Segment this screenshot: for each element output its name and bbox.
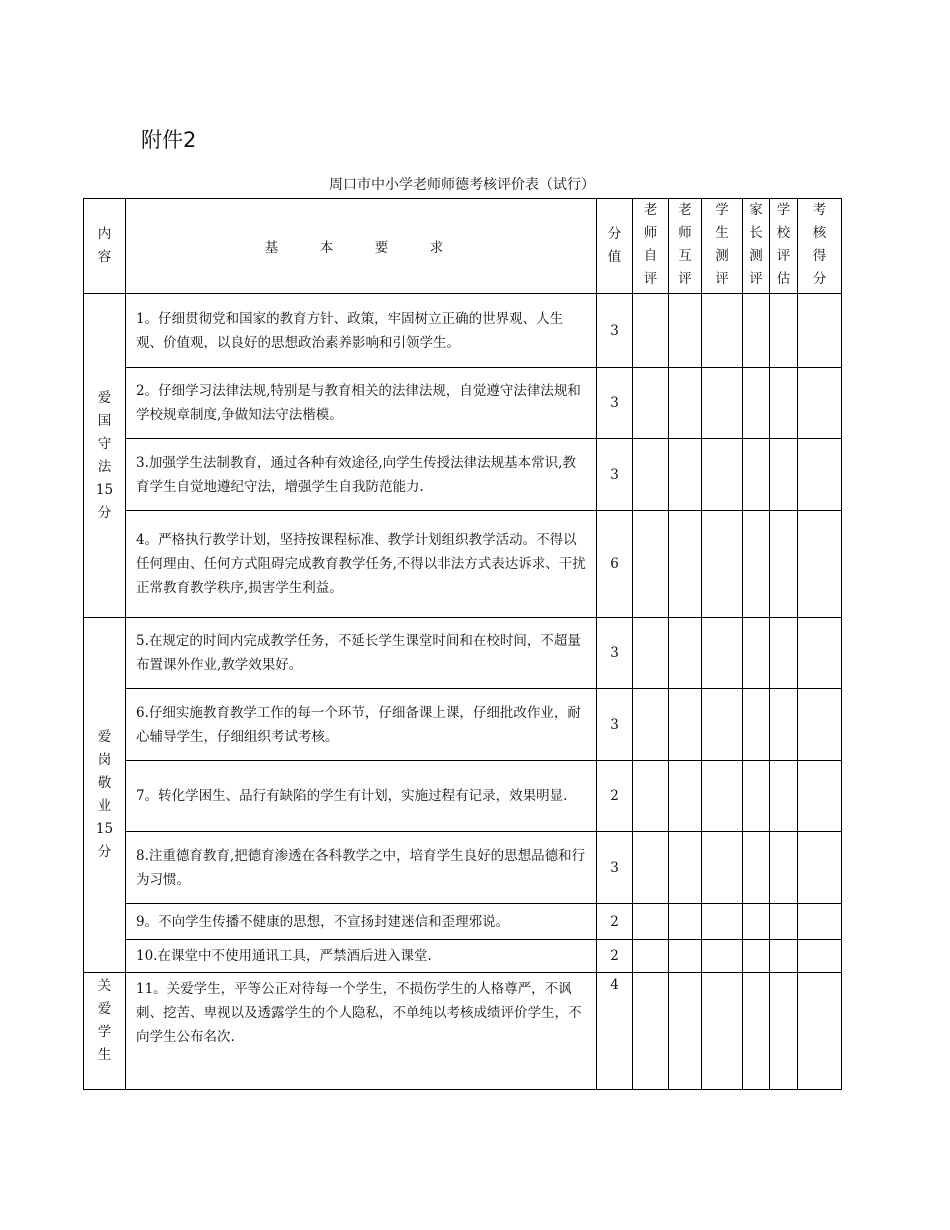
vertical-char: 分: [97, 504, 112, 521]
blank-student-cell[interactable]: [702, 832, 743, 904]
table-row: [84, 511, 842, 618]
blank-teacher-peer-cell[interactable]: [669, 511, 702, 618]
blank-school-cell[interactable]: [770, 689, 798, 761]
score-value: 4: [597, 973, 633, 1090]
header-teacher-self: [633, 199, 669, 294]
blank-teacher-self-cell[interactable]: [633, 439, 669, 511]
requirement-text: 6.仔细实施教育教学工作的每一个环节，仔细备课上课，仔细批改作业，耐心辅导学生，仔细组织考试考核。: [126, 689, 597, 761]
blank-final-cell[interactable]: [798, 294, 842, 368]
requirement-text: 7。转化学困生、品行有缺陷的学生有计划，实施过程有记录，效果明显.: [126, 761, 597, 832]
vertical-char: 自: [643, 248, 658, 264]
vertical-char: 校: [776, 225, 791, 241]
score-value: 3: [597, 832, 633, 904]
blank-final-cell[interactable]: [798, 940, 842, 973]
blank-final-cell[interactable]: [798, 832, 842, 904]
vertical-char: 师: [678, 225, 692, 241]
vertical-char: 内: [97, 226, 112, 242]
vertical-char: 学: [97, 1024, 112, 1040]
blank-teacher-peer-cell[interactable]: [669, 973, 702, 1090]
vertical-char: 业: [97, 798, 112, 814]
score-value: 3: [597, 294, 633, 368]
blank-final-cell[interactable]: [798, 368, 842, 439]
table-row: [84, 439, 842, 511]
blank-teacher-peer-cell[interactable]: [669, 904, 702, 940]
blank-school-cell[interactable]: [770, 761, 798, 832]
header-requirement: 基 本 要 求: [126, 199, 597, 294]
blank-parent-cell[interactable]: [743, 689, 770, 761]
vertical-char: 评: [776, 248, 791, 264]
vertical-char: 生: [715, 225, 729, 241]
blank-teacher-self-cell[interactable]: [633, 940, 669, 973]
blank-teacher-self-cell[interactable]: [633, 618, 669, 689]
blank-parent-cell[interactable]: [743, 940, 770, 973]
requirement-text: 9。不向学生传播不健康的思想，不宣扬封建迷信和歪理邪说。: [126, 904, 597, 940]
vertical-char: 评: [643, 271, 658, 287]
blank-student-cell[interactable]: [702, 904, 743, 940]
blank-parent-cell[interactable]: [743, 832, 770, 904]
vertical-char: 敬: [97, 775, 112, 791]
vertical-char: 爱: [97, 729, 112, 745]
blank-parent-cell[interactable]: [743, 439, 770, 511]
score-value: 3: [597, 439, 633, 511]
table-row: [84, 761, 842, 832]
vertical-char: 老: [678, 202, 692, 218]
table-row: [84, 689, 842, 761]
header-content: [84, 199, 126, 294]
requirement-text: 8.注重德育教育,把德育渗透在各科教学之中，培育学生良好的思想品德和行为习惯。: [126, 832, 597, 904]
blank-teacher-self-cell[interactable]: [633, 294, 669, 368]
vertical-char: 关: [97, 978, 112, 994]
blank-parent-cell[interactable]: [743, 511, 770, 618]
vertical-char: 值: [607, 249, 622, 265]
vertical-char: 核: [812, 225, 827, 241]
category-cell: [84, 618, 126, 973]
blank-teacher-self-cell[interactable]: [633, 832, 669, 904]
score-value: 6: [597, 511, 633, 618]
vertical-char: 测: [715, 248, 729, 264]
header-student: [702, 199, 743, 294]
blank-student-cell[interactable]: [702, 439, 743, 511]
form-title: 周口市中小学老师师德考核评价表（试行）: [329, 177, 595, 193]
blank-school-cell[interactable]: [770, 368, 798, 439]
header-score: [597, 199, 633, 294]
vertical-char: 长: [749, 225, 763, 241]
blank-school-cell[interactable]: [770, 904, 798, 940]
vertical-char: 分: [812, 271, 827, 287]
blank-teacher-self-cell[interactable]: [633, 973, 669, 1090]
blank-final-cell[interactable]: [798, 761, 842, 832]
vertical-char: 测: [749, 248, 763, 264]
blank-parent-cell[interactable]: [743, 294, 770, 368]
table-row: [84, 368, 842, 439]
blank-parent-cell[interactable]: [743, 368, 770, 439]
header-school: [770, 199, 798, 294]
vertical-char: 生: [97, 1047, 112, 1063]
blank-teacher-self-cell[interactable]: [633, 511, 669, 618]
vertical-char: 国: [97, 412, 112, 429]
vertical-char: 老: [643, 202, 658, 218]
vertical-char: 学: [715, 202, 729, 218]
blank-teacher-peer-cell[interactable]: [669, 368, 702, 439]
blank-student-cell[interactable]: [702, 689, 743, 761]
score-value: 2: [597, 904, 633, 940]
category-cell: [84, 294, 126, 618]
table-row: [84, 973, 842, 1090]
vertical-char: 师: [643, 225, 658, 241]
category-cell: [84, 973, 126, 1090]
vertical-char: 估: [776, 271, 791, 287]
blank-student-cell[interactable]: [702, 761, 743, 832]
requirement-text: 3.加强学生法制教育，通过各种有效途径,向学生传授法律法规基本常识,教育学生自觉地遵纪守法，增强学生自我防范能力.: [126, 439, 597, 511]
vertical-char: 爱: [97, 389, 112, 406]
blank-school-cell[interactable]: [770, 294, 798, 368]
score-value: 3: [597, 689, 633, 761]
header-teacher-peer: [669, 199, 702, 294]
vertical-char: 容: [97, 249, 112, 265]
vertical-char: 岗: [97, 752, 112, 768]
blank-teacher-self-cell[interactable]: [633, 689, 669, 761]
requirement-text: 4。严格执行教学计划，坚持按课程标准、教学计划组织教学活动。不得以任何理由、任何方式阻碍完成教育教学任务,不得以非法方式表达诉求、干扰正常教育教学秩序,损害学生利益。: [126, 511, 597, 618]
blank-student-cell[interactable]: [702, 973, 743, 1090]
vertical-char: 家: [749, 202, 763, 218]
score-value: 3: [597, 618, 633, 689]
blank-parent-cell[interactable]: [743, 618, 770, 689]
blank-parent-cell[interactable]: [743, 761, 770, 832]
requirement-text: 10.在课堂中不使用通讯工具，严禁酒后进入课堂.: [126, 940, 597, 973]
vertical-char: 法: [97, 458, 112, 475]
blank-final-cell[interactable]: [798, 439, 842, 511]
requirement-text: 5.在规定的时间内完成教学任务，不延长学生课堂时间和在校时间，不超量布置课外作业,教学效果好。: [126, 618, 597, 689]
blank-teacher-peer-cell[interactable]: [669, 940, 702, 973]
blank-final-cell[interactable]: [798, 618, 842, 689]
vertical-char: 互: [678, 248, 692, 264]
table-row: [84, 904, 842, 940]
attachment-label: 附件2: [141, 128, 197, 152]
blank-student-cell[interactable]: [702, 618, 743, 689]
evaluation-table: [83, 198, 842, 1090]
blank-teacher-self-cell[interactable]: [633, 761, 669, 832]
table-row: [84, 940, 842, 973]
blank-school-cell[interactable]: [770, 511, 798, 618]
vertical-char: 分: [607, 226, 622, 242]
vertical-char: 考: [812, 202, 827, 218]
vertical-char: 评: [749, 271, 763, 287]
blank-parent-cell[interactable]: [743, 904, 770, 940]
blank-final-cell[interactable]: [798, 511, 842, 618]
vertical-char: 得: [812, 248, 827, 264]
vertical-char: 评: [678, 271, 692, 287]
blank-school-cell[interactable]: [770, 618, 798, 689]
blank-student-cell[interactable]: [702, 511, 743, 618]
blank-school-cell[interactable]: [770, 439, 798, 511]
vertical-char: 分: [97, 844, 112, 860]
header-parent: [743, 199, 770, 294]
header-row: [84, 199, 842, 294]
blank-teacher-peer-cell[interactable]: [669, 618, 702, 689]
blank-final-cell[interactable]: [798, 973, 842, 1090]
table-row: [84, 832, 842, 904]
header-final: [798, 199, 842, 294]
requirement-text: 11。关爱学生，平等公正对待每一个学生，不损伤学生的人格尊严，不讽刺、挖苦、卑视以及透露学生的个人隐私，不单纯以考核成绩评价学生，不向学生公布名次.: [126, 973, 597, 1090]
blank-final-cell[interactable]: [798, 904, 842, 940]
blank-student-cell[interactable]: [702, 294, 743, 368]
blank-teacher-peer-cell[interactable]: [669, 761, 702, 832]
vertical-char: 15: [95, 481, 114, 498]
blank-teacher-peer-cell[interactable]: [669, 439, 702, 511]
score-value: 2: [597, 761, 633, 832]
blank-school-cell[interactable]: [770, 973, 798, 1090]
vertical-char: 守: [97, 435, 112, 452]
requirement-text: 1。仔细贯彻党和国家的教育方针、政策，牢固树立正确的世界观、人生观、价值观，以良好的思想政治素养影响和引领学生。: [126, 294, 597, 368]
blank-teacher-peer-cell[interactable]: [669, 832, 702, 904]
requirement-text: 2。仔细学习法律法规,特别是与教育相关的法律法规，自觉遵守法律法规和学校规章制度,争做知法守法楷模。: [126, 368, 597, 439]
blank-school-cell[interactable]: [770, 832, 798, 904]
table-row: [84, 618, 842, 689]
blank-parent-cell[interactable]: [743, 973, 770, 1090]
blank-student-cell[interactable]: [702, 940, 743, 973]
blank-teacher-peer-cell[interactable]: [669, 294, 702, 368]
vertical-char: 爱: [97, 1001, 112, 1017]
vertical-char: 15: [95, 821, 114, 837]
blank-student-cell[interactable]: [702, 368, 743, 439]
blank-school-cell[interactable]: [770, 940, 798, 973]
blank-teacher-self-cell[interactable]: [633, 904, 669, 940]
score-value: 3: [597, 368, 633, 439]
score-value: 2: [597, 940, 633, 973]
blank-teacher-peer-cell[interactable]: [669, 689, 702, 761]
table-row: [84, 294, 842, 368]
vertical-char: 学: [776, 202, 791, 218]
blank-teacher-self-cell[interactable]: [633, 368, 669, 439]
blank-final-cell[interactable]: [798, 689, 842, 761]
vertical-char: 评: [715, 271, 729, 287]
